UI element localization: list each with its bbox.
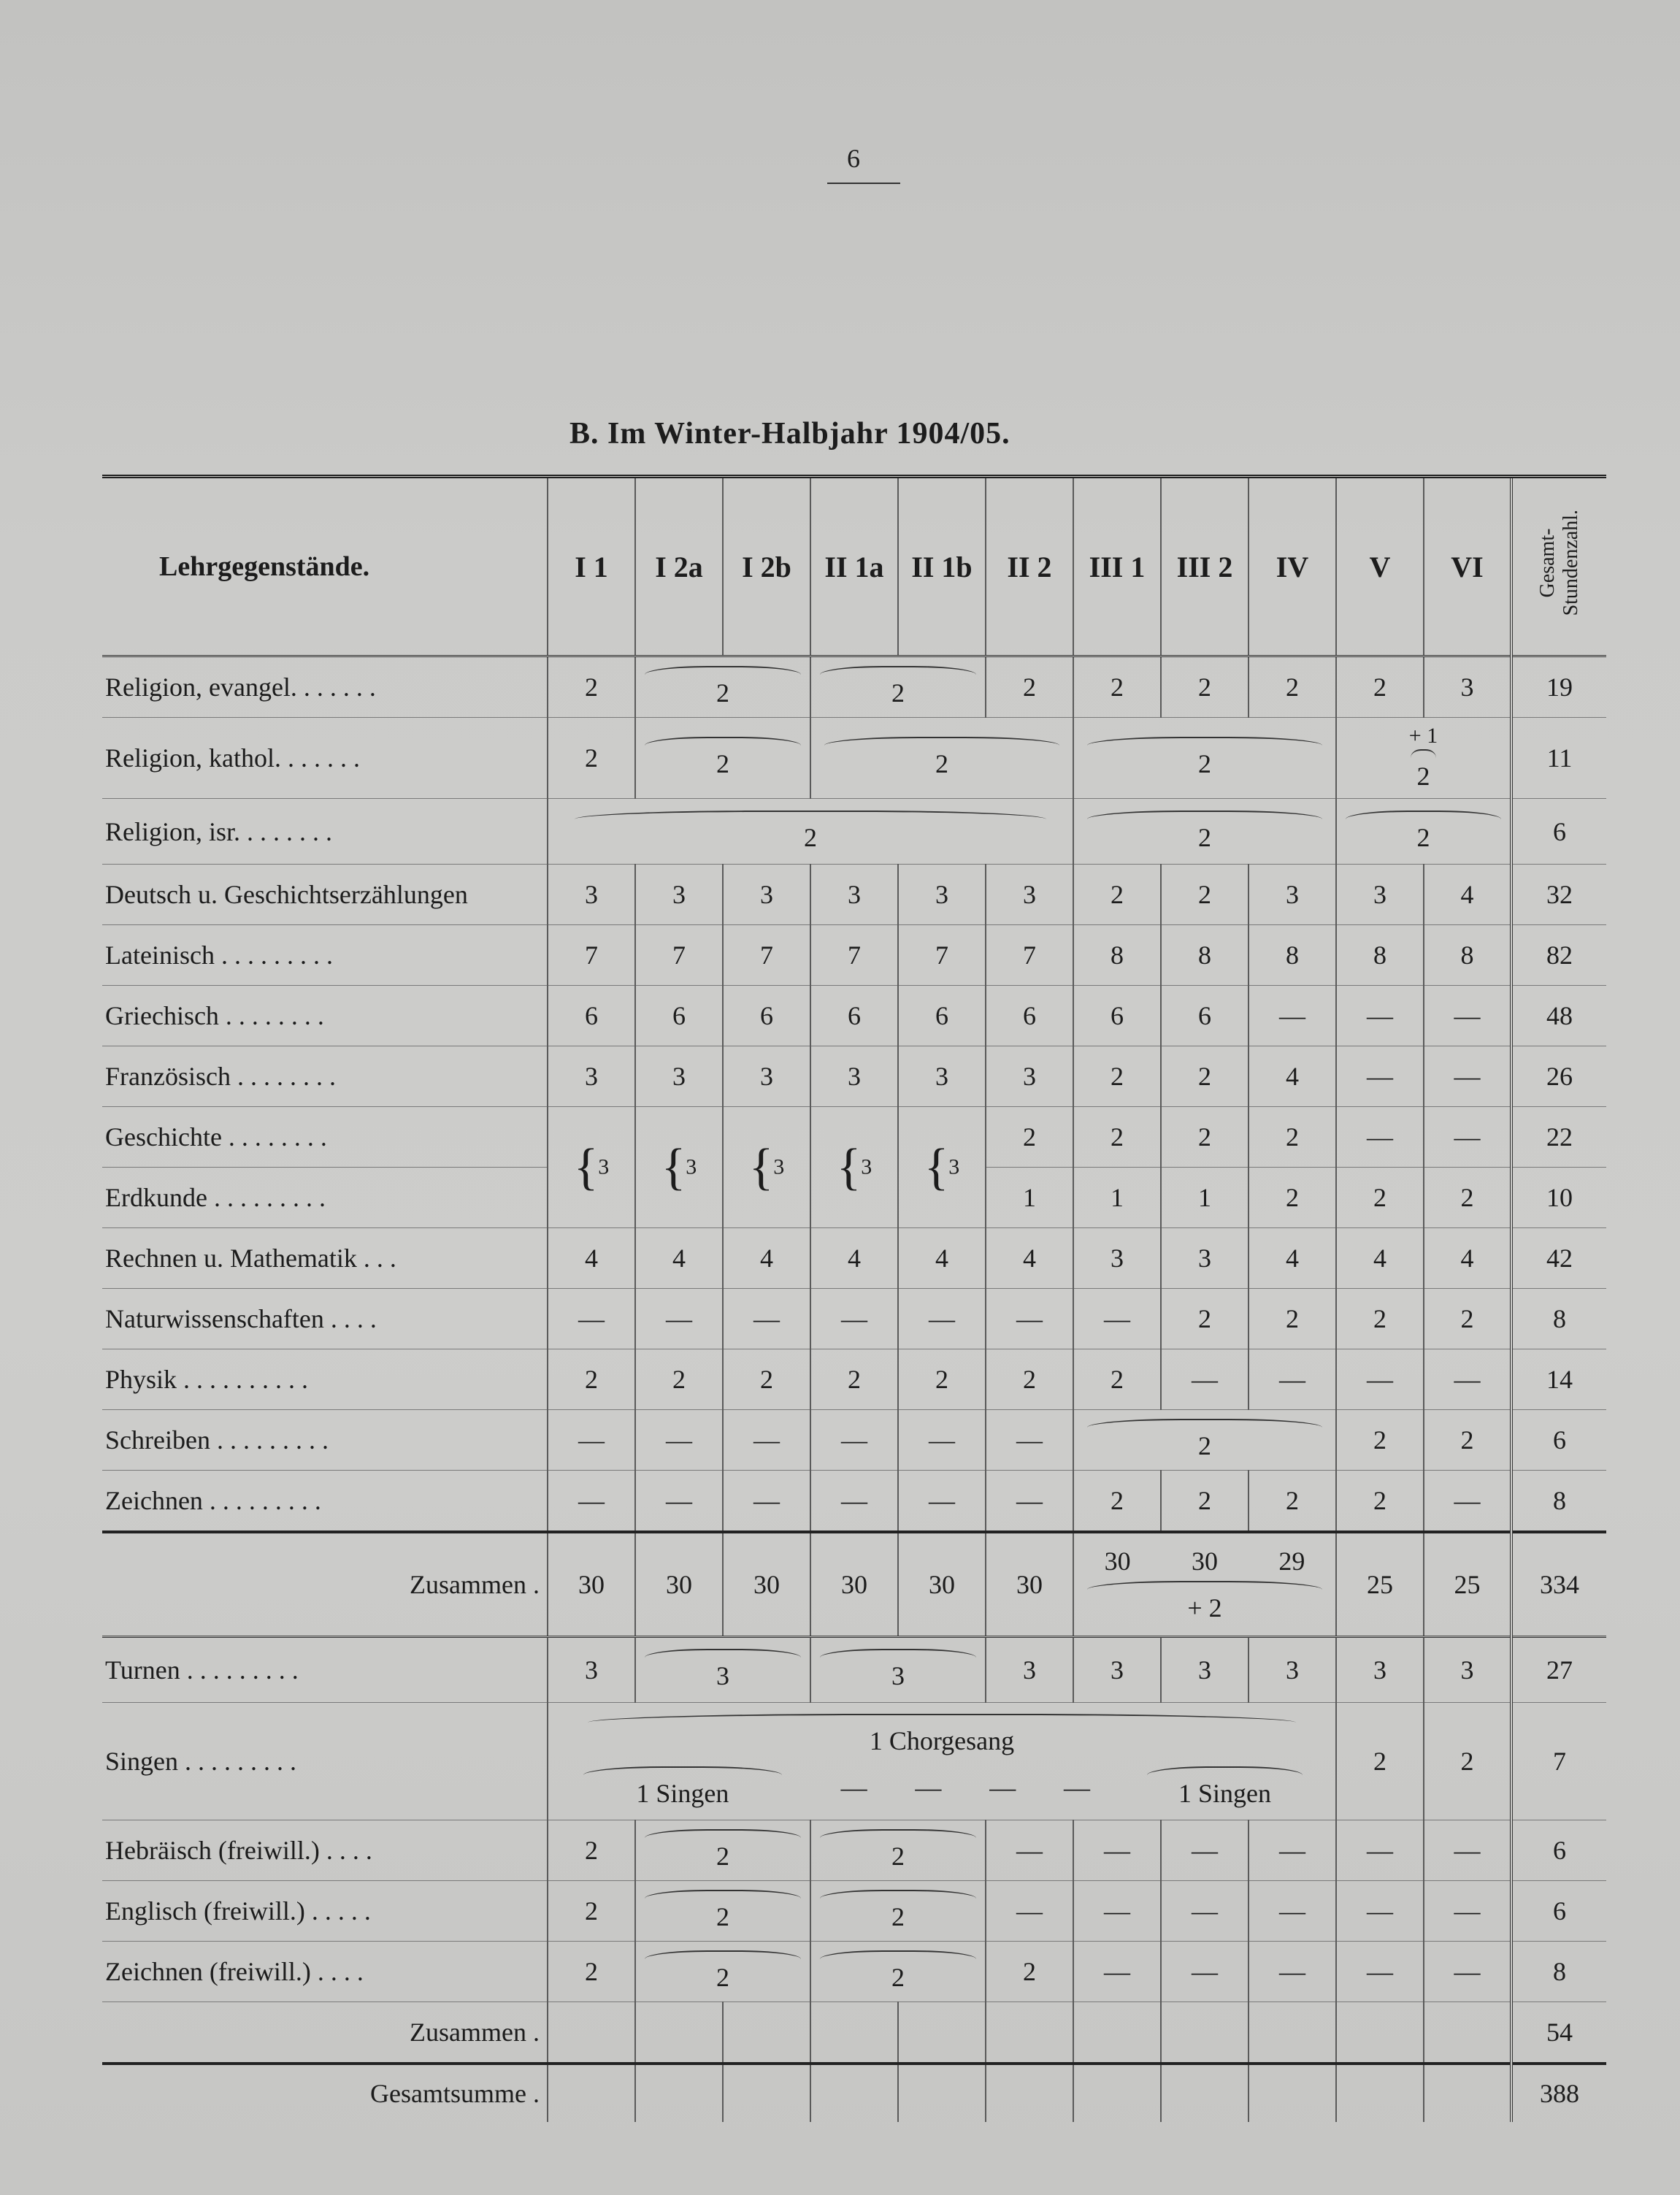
cell: 7: [986, 925, 1073, 986]
cell: —: [1073, 1942, 1161, 2002]
total-cell: 8: [1511, 1471, 1606, 1533]
cell: [635, 2002, 723, 2064]
cell: —: [1336, 1942, 1424, 2002]
total-cell: 48: [1511, 986, 1606, 1046]
cell: 3: [898, 1046, 986, 1107]
cell: 30: [810, 1532, 898, 1637]
cell: 3: [1336, 1637, 1424, 1703]
cell: 1: [1073, 1168, 1161, 1228]
cell: —: [1249, 1881, 1336, 1942]
cell: 2: [1336, 1471, 1424, 1533]
grouped-cell: 2: [635, 1820, 810, 1881]
row-label: Religion, isr. . . . . . . .: [102, 799, 548, 865]
grouped-cell: 2: [635, 1942, 810, 2002]
cell: 3: [723, 865, 810, 925]
row-label: Singen . . . . . . . . .: [102, 1703, 548, 1820]
class-header: II 1b: [898, 477, 986, 656]
cell: 2: [1424, 1289, 1511, 1349]
cell: 3: [986, 1637, 1073, 1703]
merged-cell: {3: [635, 1107, 723, 1228]
cell: 3: [810, 865, 898, 925]
total-cell: 82: [1511, 925, 1606, 986]
cell: 1: [1161, 1168, 1249, 1228]
cell: —: [1336, 1349, 1424, 1410]
cell: 2: [1336, 1703, 1424, 1820]
class-header: V: [1336, 477, 1424, 656]
cell: 2: [986, 1107, 1073, 1168]
cell: 3: [986, 865, 1073, 925]
cell: 8: [1424, 925, 1511, 986]
total-cell: 11: [1511, 718, 1606, 799]
table-row: [102, 1107, 1606, 1168]
row-label: Englisch (freiwill.) . . . . .: [102, 1881, 548, 1942]
cell: 2: [548, 718, 635, 799]
cell: 6: [810, 986, 898, 1046]
cell: 4: [548, 1228, 635, 1289]
row-label: Physik . . . . . . . . . .: [102, 1349, 548, 1410]
cell: [548, 2064, 635, 2122]
total-cell: 54: [1511, 2002, 1606, 2064]
chorgesang-label: 1 Chorgesang: [869, 1726, 1015, 1755]
row-label: Zeichnen (freiwill.) . . . .: [102, 1942, 548, 2002]
total-cell: 334: [1511, 1532, 1606, 1637]
cell: —: [810, 1289, 898, 1349]
cell: —: [1336, 1881, 1424, 1942]
cell: 2: [1424, 1410, 1511, 1471]
extra-hour: + 1: [1408, 724, 1438, 748]
cell: [723, 2064, 810, 2122]
cell: 3: [548, 1046, 635, 1107]
cell: —: [1424, 1107, 1511, 1168]
grand-total-row: [102, 2064, 1606, 2122]
merged-cell: {3: [723, 1107, 810, 1228]
cell: 2: [986, 1349, 1073, 1410]
subject-header: Lehrgegenstände.: [102, 477, 548, 656]
grouped-cell: 30 30 29 + 2: [1073, 1532, 1336, 1637]
cell: —: [723, 1410, 810, 1471]
cell: [1424, 2002, 1511, 2064]
cell: —: [1424, 1942, 1511, 2002]
cell: —: [1336, 1046, 1424, 1107]
cell: —: [635, 1410, 723, 1471]
cell: 30: [548, 1532, 635, 1637]
cell: —: [1161, 1820, 1249, 1881]
cell: —: [1161, 1881, 1249, 1942]
cell: —: [548, 1471, 635, 1533]
cell: 2: [1161, 865, 1249, 925]
cell: 7: [723, 925, 810, 986]
cell: 3: [1336, 865, 1424, 925]
cell: 2: [723, 1349, 810, 1410]
cell: 2: [1249, 1168, 1336, 1228]
table-row: [102, 925, 1606, 986]
cell: 2: [548, 1820, 635, 1881]
class-header: III 1: [1073, 477, 1161, 656]
cell: 2: [898, 1349, 986, 1410]
total-cell: 7: [1511, 1703, 1606, 1820]
cell: 2: [1073, 1471, 1161, 1533]
cell: —: [723, 1289, 810, 1349]
cell: 2: [1161, 656, 1249, 718]
cell: 2: [986, 656, 1073, 718]
total-cell: 6: [1511, 799, 1606, 865]
page-number: 6: [847, 144, 860, 173]
cell: 3: [1073, 1637, 1161, 1703]
grouped-cell: 2: [810, 1881, 986, 1942]
cell: 2: [1336, 656, 1424, 718]
row-label: Griechisch . . . . . . . .: [102, 986, 548, 1046]
cell: —: [1161, 1349, 1249, 1410]
table-row: [102, 1703, 1606, 1820]
row-label: Französisch . . . . . . . .: [102, 1046, 548, 1107]
cell: [1336, 2002, 1424, 2064]
total-header-line2: Stundenzahl.: [1560, 510, 1582, 616]
cell: —: [810, 1471, 898, 1533]
total-cell: 6: [1511, 1881, 1606, 1942]
cell: 6: [635, 986, 723, 1046]
total-cell: 32: [1511, 865, 1606, 925]
total-cell: 22: [1511, 1107, 1606, 1168]
cell: —: [986, 1471, 1073, 1533]
table-row: [102, 1410, 1606, 1471]
cell: 3: [1424, 656, 1511, 718]
cell: —: [1336, 986, 1424, 1046]
grouped-cell: 2: [810, 1942, 986, 2002]
row-label: Gesamtsumme .: [102, 2064, 548, 2122]
row-label: Zeichnen . . . . . . . . .: [102, 1471, 548, 1533]
grouped-cell: 2: [1336, 799, 1511, 865]
cell: [1249, 2002, 1336, 2064]
grouped-cell: 1 Chorgesang 1 Singen — — — — 1 Singen: [548, 1703, 1336, 1820]
cell: 6: [986, 986, 1073, 1046]
cell: 6: [548, 986, 635, 1046]
page-heading: B. Im Winter-Halbjahr 1904/05.: [569, 417, 1010, 451]
cell: —: [635, 1471, 723, 1533]
cell: 3: [723, 1046, 810, 1107]
cell: 8: [1073, 925, 1161, 986]
cell: 3: [1424, 1637, 1511, 1703]
cell: —: [1073, 1820, 1161, 1881]
cell: 2: [1161, 1046, 1249, 1107]
cell: 4: [898, 1228, 986, 1289]
row-label: Zusammen .: [102, 1532, 548, 1637]
cell: 2: [1249, 1471, 1336, 1533]
total-cell: 10: [1511, 1168, 1606, 1228]
cell: 7: [898, 925, 986, 986]
class-header: III 2: [1161, 477, 1249, 656]
cell: 3: [1161, 1637, 1249, 1703]
cell: 3: [1249, 865, 1336, 925]
table-row: [102, 799, 1606, 865]
cell: 6: [898, 986, 986, 1046]
cell: 4: [1424, 1228, 1511, 1289]
cell: 4: [1249, 1046, 1336, 1107]
cell: —: [1424, 1881, 1511, 1942]
cell: —: [1073, 1881, 1161, 1942]
cell: 2: [986, 1942, 1073, 2002]
cell: —: [723, 1471, 810, 1533]
cell: [723, 2002, 810, 2064]
cell: 2: [1073, 1046, 1161, 1107]
page-number-rule: [827, 183, 900, 184]
cell: [986, 2002, 1073, 2064]
row-label: Deutsch u. Geschichtserzählungen: [102, 865, 548, 925]
cell: [986, 2064, 1073, 2122]
cell: 3: [1161, 1228, 1249, 1289]
cell: 2: [1424, 1703, 1511, 1820]
cell: 2: [1336, 1168, 1424, 1228]
row-label: Religion, evangel. . . . . . .: [102, 656, 548, 718]
cell: 2: [1249, 656, 1336, 718]
cell: —: [986, 1881, 1073, 1942]
merged-cell: {3: [548, 1107, 635, 1228]
cell: 6: [1073, 986, 1161, 1046]
class-header: IV: [1249, 477, 1336, 656]
cell: [1073, 2064, 1161, 2122]
row-label: Erdkunde . . . . . . . . .: [102, 1168, 548, 1228]
grouped-cell: 2: [810, 656, 986, 718]
grouped-cell: 2: [810, 1820, 986, 1881]
cell: 30: [986, 1532, 1073, 1637]
cell: 25: [1336, 1532, 1424, 1637]
grouped-cell: 3: [635, 1637, 810, 1703]
cell: —: [898, 1289, 986, 1349]
table-row: [102, 1289, 1606, 1349]
grouped-cell: 2: [635, 1881, 810, 1942]
cell: —: [986, 1289, 1073, 1349]
cell: 4: [1424, 865, 1511, 925]
cell: 6: [1161, 986, 1249, 1046]
cell: 2: [1161, 1107, 1249, 1168]
cell: 2: [548, 1942, 635, 2002]
cell: —: [1161, 1942, 1249, 2002]
total-cell: 8: [1511, 1942, 1606, 2002]
cell: [898, 2064, 986, 2122]
cell: [1161, 2002, 1249, 2064]
cell: 3: [986, 1046, 1073, 1107]
cell: 7: [635, 925, 723, 986]
cell: [548, 2002, 635, 2064]
subtotal-row: [102, 1532, 1606, 1637]
cell: —: [1249, 1820, 1336, 1881]
cell: —: [1336, 1107, 1424, 1168]
cell: 4: [986, 1228, 1073, 1289]
grouped-cell: + 1 2: [1336, 718, 1511, 799]
cell: 7: [548, 925, 635, 986]
table-row: [102, 656, 1606, 718]
table-row: [102, 986, 1606, 1046]
cell: 4: [635, 1228, 723, 1289]
table-row: [102, 1942, 1606, 2002]
cell: 6: [723, 986, 810, 1046]
table-row: [102, 718, 1606, 799]
cell: 4: [1249, 1228, 1336, 1289]
row-label: Naturwissenschaften . . . .: [102, 1289, 548, 1349]
grouped-cell: 2: [1073, 799, 1336, 865]
cell: 3: [1073, 1228, 1161, 1289]
class-header: I 2b: [723, 477, 810, 656]
cell: 2: [1073, 656, 1161, 718]
cell: [1424, 2064, 1511, 2122]
table-row: [102, 1046, 1606, 1107]
cell: 30: [723, 1532, 810, 1637]
total-cell: 27: [1511, 1637, 1606, 1703]
cell: 1: [986, 1168, 1073, 1228]
cell: 25: [1424, 1532, 1511, 1637]
class-header: II 2: [986, 477, 1073, 656]
singen-group: 1 Singen: [1138, 1766, 1311, 1809]
class-header: I 2a: [635, 477, 723, 656]
merged-cell: {3: [810, 1107, 898, 1228]
row-label: Religion, kathol. . . . . . .: [102, 718, 548, 799]
cell: —: [898, 1471, 986, 1533]
table-row: [102, 1637, 1606, 1703]
row-label: Turnen . . . . . . . . .: [102, 1637, 548, 1703]
cell: 3: [635, 865, 723, 925]
grouped-cell: 2: [635, 656, 810, 718]
total-cell: 6: [1511, 1410, 1606, 1471]
cell: —: [548, 1410, 635, 1471]
cell: [1336, 2064, 1424, 2122]
cell: —: [1249, 986, 1336, 1046]
cell: 30: [635, 1532, 723, 1637]
cell: 8: [1161, 925, 1249, 986]
cell: —: [898, 1410, 986, 1471]
table-row: [102, 1349, 1606, 1410]
cell: 2: [1073, 1349, 1161, 1410]
cell: —: [986, 1820, 1073, 1881]
table-row: [102, 1881, 1606, 1942]
cell: [810, 2064, 898, 2122]
extra-hours: + 2: [1187, 1593, 1222, 1623]
cell: 4: [810, 1228, 898, 1289]
cell: 8: [1336, 925, 1424, 986]
cell: 3: [635, 1046, 723, 1107]
cell: —: [1424, 1820, 1511, 1881]
row-label: Schreiben . . . . . . . . .: [102, 1410, 548, 1471]
total-header-line1: Gesamt-: [1535, 528, 1559, 598]
singen-group: 1 Singen: [572, 1766, 793, 1809]
grouped-cell: 2: [1073, 1410, 1336, 1471]
total-header: [1511, 477, 1606, 656]
row-label: Lateinisch . . . . . . . . .: [102, 925, 548, 986]
cell: 2: [548, 1881, 635, 1942]
cell: 2: [1249, 1107, 1336, 1168]
cell: 2: [1073, 865, 1161, 925]
grouped-cell: 3: [810, 1637, 986, 1703]
table-row: [102, 865, 1606, 925]
cell: 2: [1161, 1289, 1249, 1349]
cell: 2: [548, 1349, 635, 1410]
cell: 8: [1249, 925, 1336, 986]
class-header: VI: [1424, 477, 1511, 656]
total-cell: 26: [1511, 1046, 1606, 1107]
cell: —: [1424, 986, 1511, 1046]
grouped-cell: 2: [1073, 718, 1336, 799]
grouped-cell: 2: [810, 718, 1073, 799]
cell: 2: [1424, 1168, 1511, 1228]
cell: —: [1424, 1046, 1511, 1107]
cell: 3: [898, 865, 986, 925]
cell: 2: [1073, 1107, 1161, 1168]
total-cell: 8: [1511, 1289, 1606, 1349]
merged-cell: {3: [898, 1107, 986, 1228]
row-label: Hebräisch (freiwill.) . . . .: [102, 1820, 548, 1881]
cell: 4: [723, 1228, 810, 1289]
subtotal-row: [102, 2002, 1606, 2064]
class-header: I 1: [548, 477, 635, 656]
cell: —: [1424, 1349, 1511, 1410]
cell: 30: [898, 1532, 986, 1637]
total-cell: 388: [1511, 2064, 1606, 2122]
cell: 2: [635, 1349, 723, 1410]
class-header: II 1a: [810, 477, 898, 656]
cell: [1249, 2064, 1336, 2122]
total-cell: 19: [1511, 656, 1606, 718]
cell: —: [1249, 1349, 1336, 1410]
cell: [1073, 2002, 1161, 2064]
table-row: [102, 1471, 1606, 1533]
timetable: [102, 475, 1606, 2122]
row-label: Rechnen u. Mathematik . . .: [102, 1228, 548, 1289]
cell: 2: [548, 656, 635, 718]
cell: —: [986, 1410, 1073, 1471]
row-label: Zusammen .: [102, 2002, 548, 2064]
total-cell: 42: [1511, 1228, 1606, 1289]
cell: [898, 2002, 986, 2064]
cell: [810, 2002, 898, 2064]
cell: 2: [1336, 1410, 1424, 1471]
cell: —: [548, 1289, 635, 1349]
cell: 2: [1249, 1289, 1336, 1349]
row-label: Geschichte . . . . . . . .: [102, 1107, 548, 1168]
grouped-cell: 2: [548, 799, 1073, 865]
table-row: [102, 1820, 1606, 1881]
total-cell: 14: [1511, 1349, 1606, 1410]
cell: 2: [1161, 1471, 1249, 1533]
cell: 3: [810, 1046, 898, 1107]
header-row: [102, 477, 1606, 656]
table-row: [102, 1228, 1606, 1289]
cell: [635, 2064, 723, 2122]
cell: —: [1073, 1289, 1161, 1349]
cell: —: [810, 1410, 898, 1471]
cell: —: [1336, 1820, 1424, 1881]
cell: 3: [1249, 1637, 1336, 1703]
cell: 4: [1336, 1228, 1424, 1289]
cell: —: [1424, 1471, 1511, 1533]
cell: [1161, 2064, 1249, 2122]
cell: —: [1249, 1942, 1336, 2002]
cell: 2: [810, 1349, 898, 1410]
grouped-cell: 2: [635, 718, 810, 799]
cell: 3: [548, 1637, 635, 1703]
cell: 7: [810, 925, 898, 986]
cell: 2: [1336, 1289, 1424, 1349]
cell: —: [635, 1289, 723, 1349]
total-cell: 6: [1511, 1820, 1606, 1881]
cell: 3: [548, 865, 635, 925]
